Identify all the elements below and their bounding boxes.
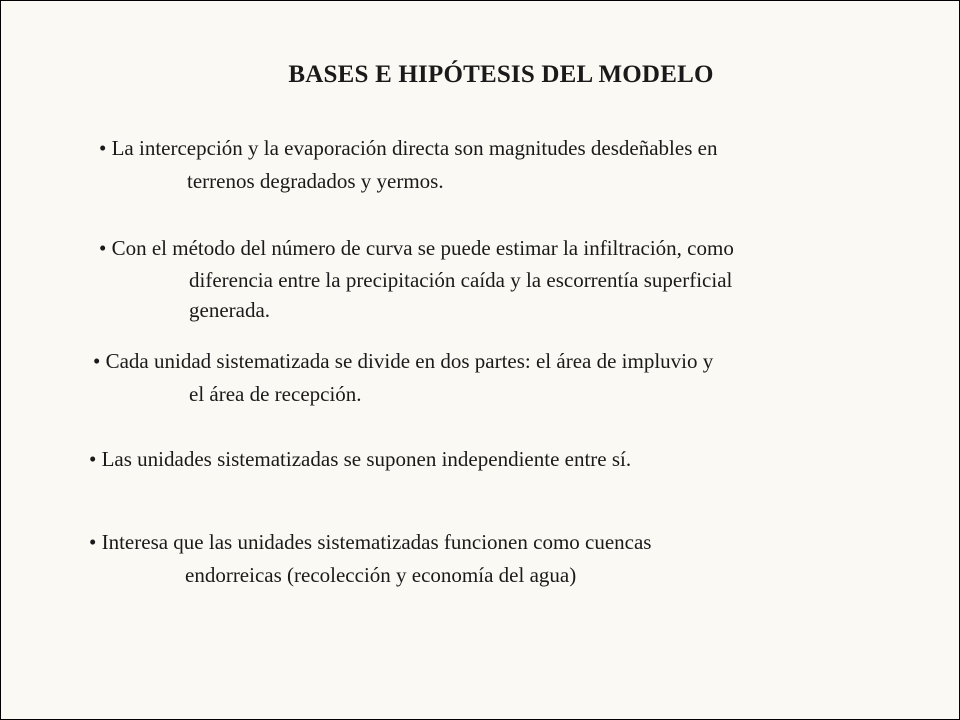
bullet-interception: [99, 132, 717, 198]
bullet-line: • Interesa que las unidades sistematizadas funcionen como cuencas: [89, 530, 652, 554]
bullet-line: el área de recepción.: [189, 382, 362, 406]
bullet-line: generada.: [189, 298, 271, 322]
bullet-line: • La intercepción y la evaporación directa son magnitudes desdeñables en: [99, 136, 718, 160]
bullet-line: • Con el método del número de curva se puede estimar la infiltración, como: [99, 236, 734, 260]
bullet-unit-division: [93, 345, 713, 411]
bullet-curve-number: [99, 232, 734, 325]
bullet-line: endorreicas (recolección y economía del agua): [185, 563, 577, 587]
slide-title: BASES E HIPÓTESIS DEL MODELO: [288, 61, 714, 88]
bullet-independence: [89, 443, 631, 476]
bullet-line: • Las unidades sistematizadas se suponen independiente entre sí.: [89, 447, 632, 471]
bullet-line: diferencia entre la precipitación caída y la escorrentía superficial: [189, 268, 733, 292]
bullet-endorheic: [89, 526, 651, 592]
bullet-line: • Cada unidad sistematizada se divide en dos partes: el área de impluvio y: [93, 349, 714, 373]
bullet-line: terrenos degradados y yermos.: [187, 169, 444, 193]
